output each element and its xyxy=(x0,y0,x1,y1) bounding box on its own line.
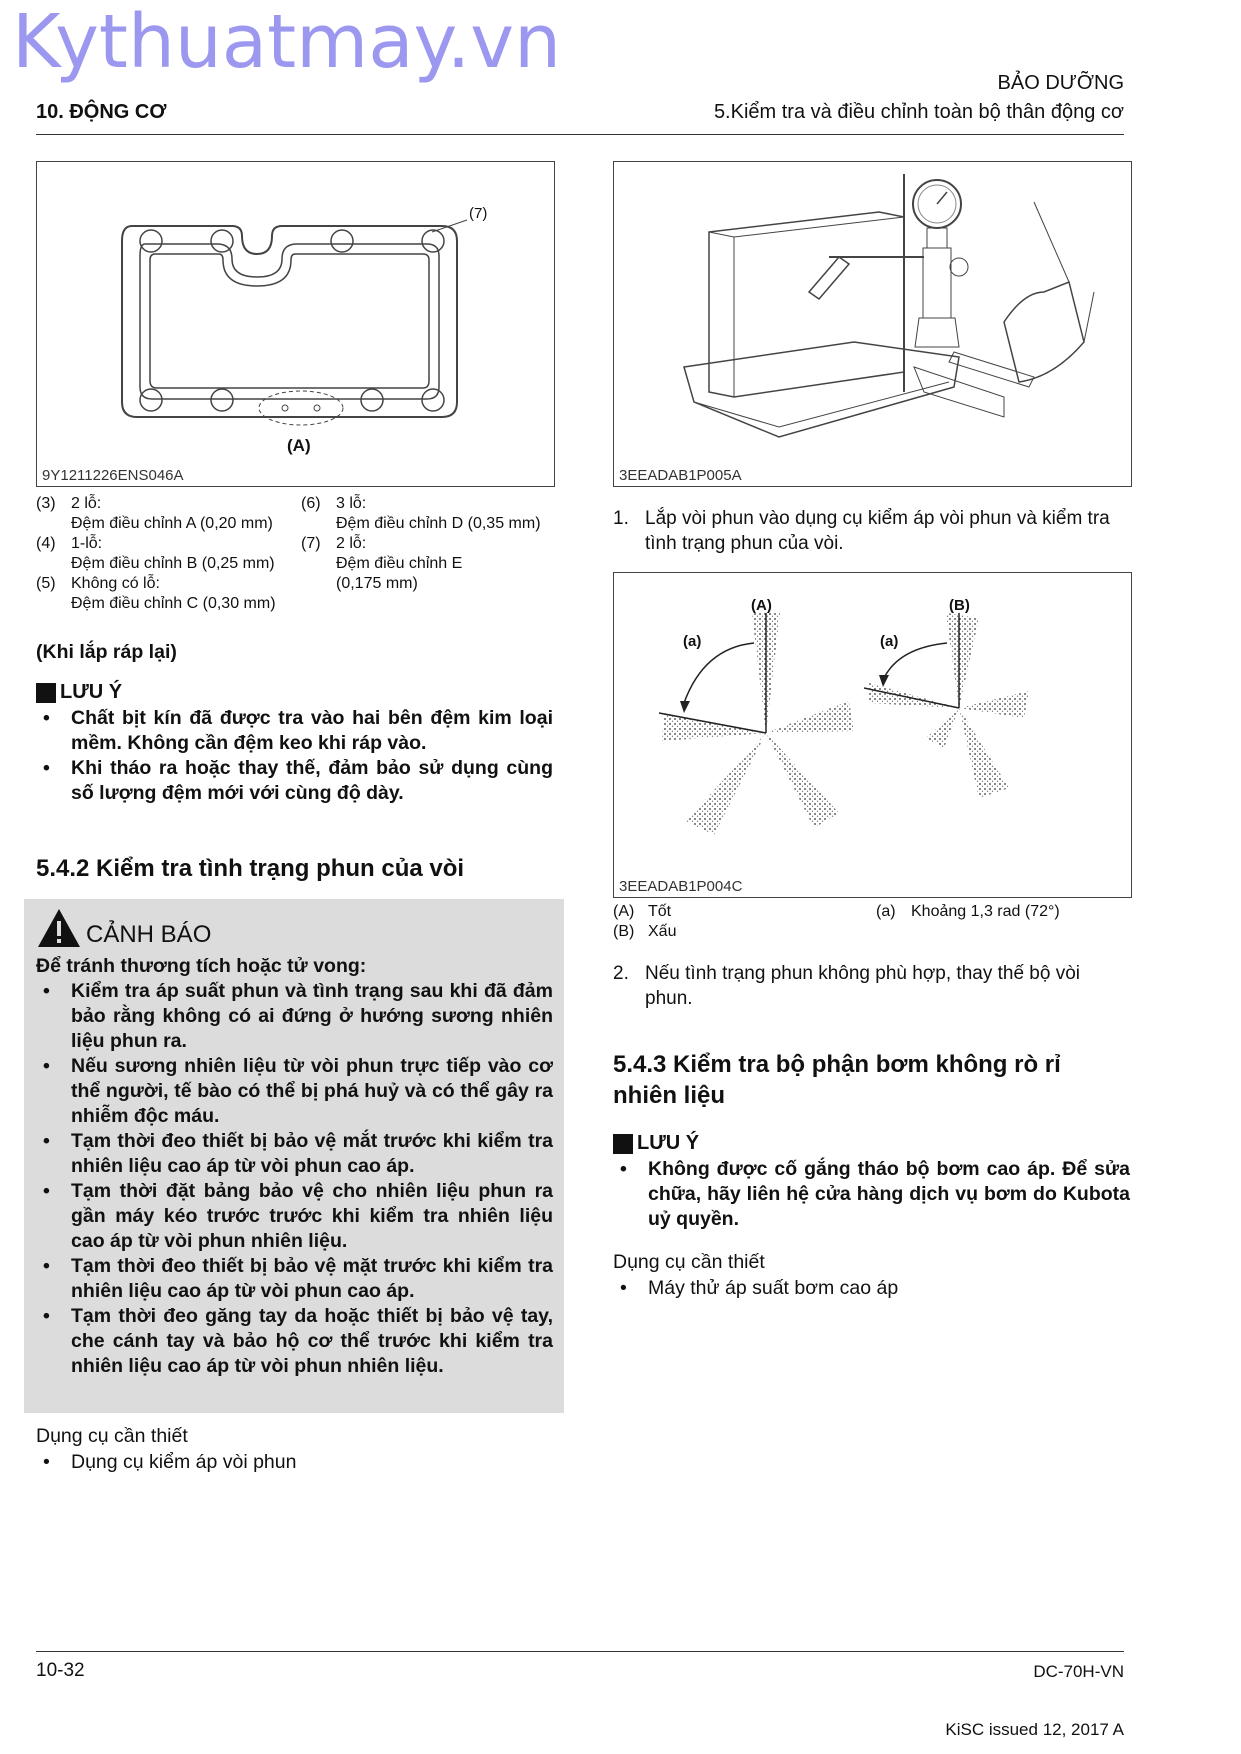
nozzle-tester-drawing xyxy=(614,162,1131,486)
list-item: • Tạm thời đeo thiết bị bảo vệ mặt trước khi kiểm tra nhiên liệu cao áp từ vòi phun cao áp. xyxy=(36,1254,553,1304)
tools-list xyxy=(36,1450,553,1475)
list-item: • Tạm thời đeo thiết bị bảo vệ mắt trước khi kiểm tra nhiên liệu cao áp từ vòi phun cao áp. xyxy=(36,1129,553,1179)
warning-box xyxy=(24,899,564,1413)
gasket-figure xyxy=(36,161,555,487)
list-item: • Khi tháo ra hoặc thay thế, đảm bảo sử dụng cùng số lượng đệm mới với cùng độ dày. xyxy=(36,756,553,806)
list-item: • Không được cố gắng tháo bộ bơm cao áp. Để sửa chữa, hãy liên hệ cửa hàng dịch vụ bơm do Kubota uỷ quyền. xyxy=(613,1157,1130,1232)
header-subsection: 5.Kiểm tra và điều chỉnh toàn bộ thân động cơ xyxy=(713,101,1124,123)
tools-heading: Dụng cụ cần thiết xyxy=(613,1251,765,1273)
spray-angle-label: (a) xyxy=(683,633,702,650)
section-title: 5.4.2 Kiểm tra tình trạng phun của vòi xyxy=(36,855,465,882)
gasket-legend-right: (6) 3 lỗ: Đệm điều chỉnh D (0,35 mm) (7) 2 lỗ: Đệm điều chỉnh E (0,175 mm) xyxy=(301,495,541,592)
reassembly-heading: (Khi lắp ráp lại) xyxy=(36,641,177,663)
spray-label-bad: (B) xyxy=(949,597,970,614)
nozzle-tester-figure xyxy=(613,161,1132,487)
gasket-label-7: (7) xyxy=(469,205,488,222)
note-heading: LƯU Ý xyxy=(613,1132,699,1155)
footer-rule xyxy=(36,1651,1124,1652)
list-item: • Tạm thời đặt bảng bảo vệ cho nhiên liệu phun ra gần máy kéo trước trước khi kiểm tra nhiên liệu cao áp từ vòi phun nhiên liệu. xyxy=(36,1179,553,1254)
spray-angle-label: (a) xyxy=(880,633,899,650)
figure-code: 3EEADAB1P005A xyxy=(619,467,742,484)
figure-code: 9Y1211226ENS046A xyxy=(42,467,184,484)
spray-pattern-figure xyxy=(613,572,1132,898)
note-heading: LƯU Ý xyxy=(36,681,122,704)
reassembly-notes xyxy=(36,706,553,806)
step-2: 2. Nếu tình trạng phun không phù hợp, thay thế bộ vòi phun. xyxy=(613,963,1080,1009)
issue-info: KiSC issued 12, 2017 A xyxy=(945,1720,1124,1739)
warning-list xyxy=(36,979,553,1379)
pump-notes xyxy=(613,1157,1130,1232)
gasket-label-a: (A) xyxy=(287,436,311,455)
spray-label-good: (A) xyxy=(751,597,772,614)
list-item: • Nếu sương nhiên liệu từ vòi phun trực tiếp vào cơ thể người, tế bào có thể bị phá huỷ và có thể gây ra nhiễm độc máu. xyxy=(36,1054,553,1129)
header-rule xyxy=(36,134,1124,135)
tools-heading: Dụng cụ cần thiết xyxy=(36,1425,188,1447)
warning-intro: Để tránh thương tích hoặc tử vong: xyxy=(36,955,367,977)
list-item: • Kiểm tra áp suất phun và tình trạng sau khi đã đảm bảo rằng không có ai đứng ở hướng sương nhiên liệu phun ra. xyxy=(36,979,553,1054)
warning-triangle-icon xyxy=(36,907,82,949)
spray-legend-right: (a) Khoảng 1,3 rad (72°) xyxy=(876,903,1060,920)
warning-heading: CẢNH BÁO xyxy=(36,907,211,949)
tools-list xyxy=(613,1276,1130,1301)
spray-pattern-diagram xyxy=(614,573,1131,897)
step-1: 1. Lắp vòi phun vào dụng cụ kiểm áp vòi phun và kiểm tra tình trạng phun của vòi. xyxy=(613,508,1110,554)
note-square-icon xyxy=(36,683,56,703)
list-item: • Tạm thời đeo găng tay da hoặc thiết bị bảo vệ tay, che cánh tay và bảo hộ cơ thể trước khi kiểm tra nhiên liệu cao áp từ vòi phun nhiên liệu. xyxy=(36,1304,553,1379)
section-title: 5.4.3 Kiểm tra bộ phận bơm không rò rỉ nhiên liệu xyxy=(613,1051,1061,1109)
header-chapter: 10. ĐỘNG CƠ xyxy=(36,101,167,123)
note-square-icon xyxy=(613,1134,633,1154)
spray-legend-left: (A) Tốt (B) Xấu xyxy=(613,903,677,940)
figure-code: 3EEADAB1P004C xyxy=(619,878,743,895)
list-item: • Chất bịt kín đã được tra vào hai bên đệm kim loại mềm. Không cần đệm keo khi ráp vào. xyxy=(36,706,553,756)
gasket-legend-left: (3) 2 lỗ: Đệm điều chỉnh A (0,20 mm) (4) 1-lỗ: Đệm điều chỉnh B (0,25 mm) (5) Không có lỗ: Đệm điều chỉnh C (0,30 mm) xyxy=(36,495,276,612)
header-section: BẢO DƯỠNG xyxy=(997,72,1124,94)
doc-code: DC-70H-VN xyxy=(1033,1662,1124,1681)
watermark: Kythuatmay.vn xyxy=(12,0,562,85)
page-number: 10-32 xyxy=(36,1660,85,1681)
list-item: • Máy thử áp suất bơm cao áp xyxy=(613,1276,1130,1301)
list-item: • Dụng cụ kiểm áp vòi phun xyxy=(36,1450,553,1475)
